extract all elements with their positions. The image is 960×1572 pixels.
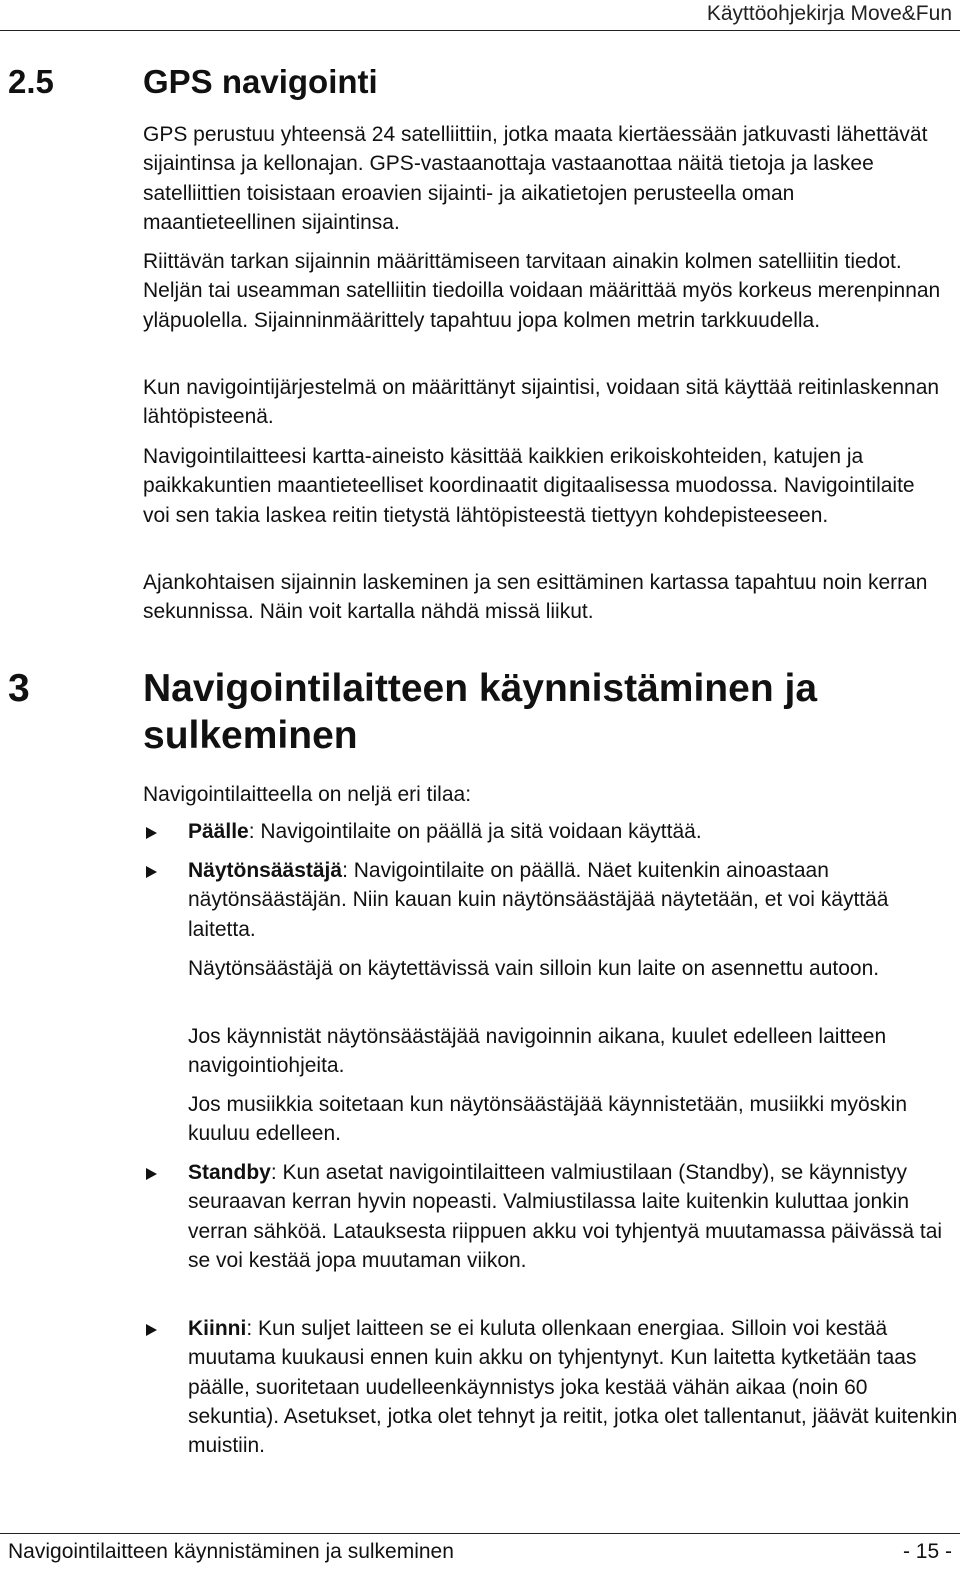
section-title: GPS navigointi xyxy=(143,63,378,100)
section-title: Navigointilaitteen käynnistäminen ja sulkeminen xyxy=(143,667,818,757)
bullet-triangle-icon xyxy=(146,1168,157,1180)
paragraph: GPS perustuu yhteensä 24 satelliittiin, jotka maata kiertäessään jatkuvasti lähettävät sijaintinsa ja kellonajan. GPS-vastaanottaja vastaanottaa näitä tietoja ja laskee satelliittien toisistaan eroavien sijainti- ja aikatietojen perusteella oman maantieteellinen sijaintinsa. xyxy=(143,123,928,234)
paragraph: Kun navigointijärjestelmä on määrittänyt sijaintisi, voidaan sitä käyttää reitinlaskennan lähtöpisteenä. xyxy=(143,376,940,429)
mode-term: Päälle xyxy=(188,820,249,843)
mode-description: : Navigointilaite on päällä ja sitä voidaan käyttää. xyxy=(248,820,702,843)
page-number: - 15 - xyxy=(902,1540,952,1563)
paragraph: Ajankohtaisen sijainnin laskeminen ja sen esittäminen kartassa tapahtuu noin kerran sekunnissa. Näin voit kartalla nähdä missä liikut. xyxy=(143,571,928,624)
mode-term: Standby xyxy=(188,1161,271,1184)
note-paragraph: Näytönsäästäjä on käytettävissä vain silloin kun laite on asennettu autoon. xyxy=(188,957,880,980)
note-paragraph: Jos käynnistät näytönsäästäjää navigoinnin aikana, kuulet edelleen laitteen navigointiohjeita. xyxy=(188,1025,887,1078)
section-number: 3 xyxy=(8,667,30,710)
mode-description: : Kun asetat navigointilaitteen valmiustilaan (Standby), se käynnistyy seuraavan kerran hyvin nopeasti. Valmiustilassa laite kuitenkin kuluttaa jonkin verran sähköä. Latauksesta riippuen akku voi tyhjentyä muutamassa päivässä tai se voi kestää jopa muutaman viikon. xyxy=(188,1161,943,1272)
section-number: 2.5 xyxy=(8,63,54,100)
paragraph: Riittävän tarkan sijainnin määrittämiseen tarvitaan ainakin kolmen satelliitin tiedot. Neljän tai useamman satelliitin tiedoilla voidaan määrittää myös korkeus merenpinnan yläpuolella. Sijainninmäärittely tapahtuu jopa kolmen metrin tarkkuudella. xyxy=(143,250,941,332)
mode-term: Kiinni xyxy=(188,1317,247,1340)
bullet-triangle-icon xyxy=(146,1324,157,1336)
footer-chapter: Navigointilaitteen käynnistäminen ja sulkeminen xyxy=(8,1540,454,1563)
note-paragraph: Jos musiikkia soitetaan kun näytönsäästäjää käynnistetään, musiikki myöskin kuuluu edelleen. xyxy=(188,1093,908,1146)
manual-title: Käyttöohjekirja Move&Fun xyxy=(706,2,952,25)
mode-description: : Navigointilaite on päällä. Näet kuitenkin ainoastaan näytönsäästäjän. Niin kauan kuin näytönsäästäjää näytetään, et voi käyttää laitetta. xyxy=(188,859,889,941)
list-item-text xyxy=(188,1158,958,1275)
intro-paragraph: Navigointilaitteella on neljä eri tilaa: xyxy=(143,783,472,806)
bullet-triangle-icon xyxy=(146,827,157,839)
mode-term: Näytönsäästäjä xyxy=(188,859,343,882)
list-item-text xyxy=(188,1314,958,1460)
list-item-text xyxy=(188,817,958,846)
running-footer xyxy=(0,1533,960,1572)
running-header xyxy=(0,0,960,31)
mode-description: : Kun suljet laitteen se ei kuluta ollenkaan energiaa. Silloin voi kestää muutama kuukausi ennen kuin akku on tyhjentynyt. Kun laitetta kytketään taas päälle, suoritetaan uudelleenkäynnistys joka kestää vähän aikaa (noin 60 sekuntia). Asetukset, jotka olet tehnyt ja reitit, jotka olet tallentanut, jäävät kuitenkin muistiin. xyxy=(188,1317,958,1458)
paragraph: Navigointilaitteesi kartta-aineisto käsittää kaikkien erikoiskohteiden, katujen ja paikkakuntien maantieteelliset koordinaatit digitaalisessa muodossa. Navigointilaite voi sen takia laskea reitin tietystä lähtöpisteestä tiettyyn kohdepisteeseen. xyxy=(143,445,915,527)
bullet-triangle-icon xyxy=(146,866,157,878)
list-item-text xyxy=(188,856,958,944)
